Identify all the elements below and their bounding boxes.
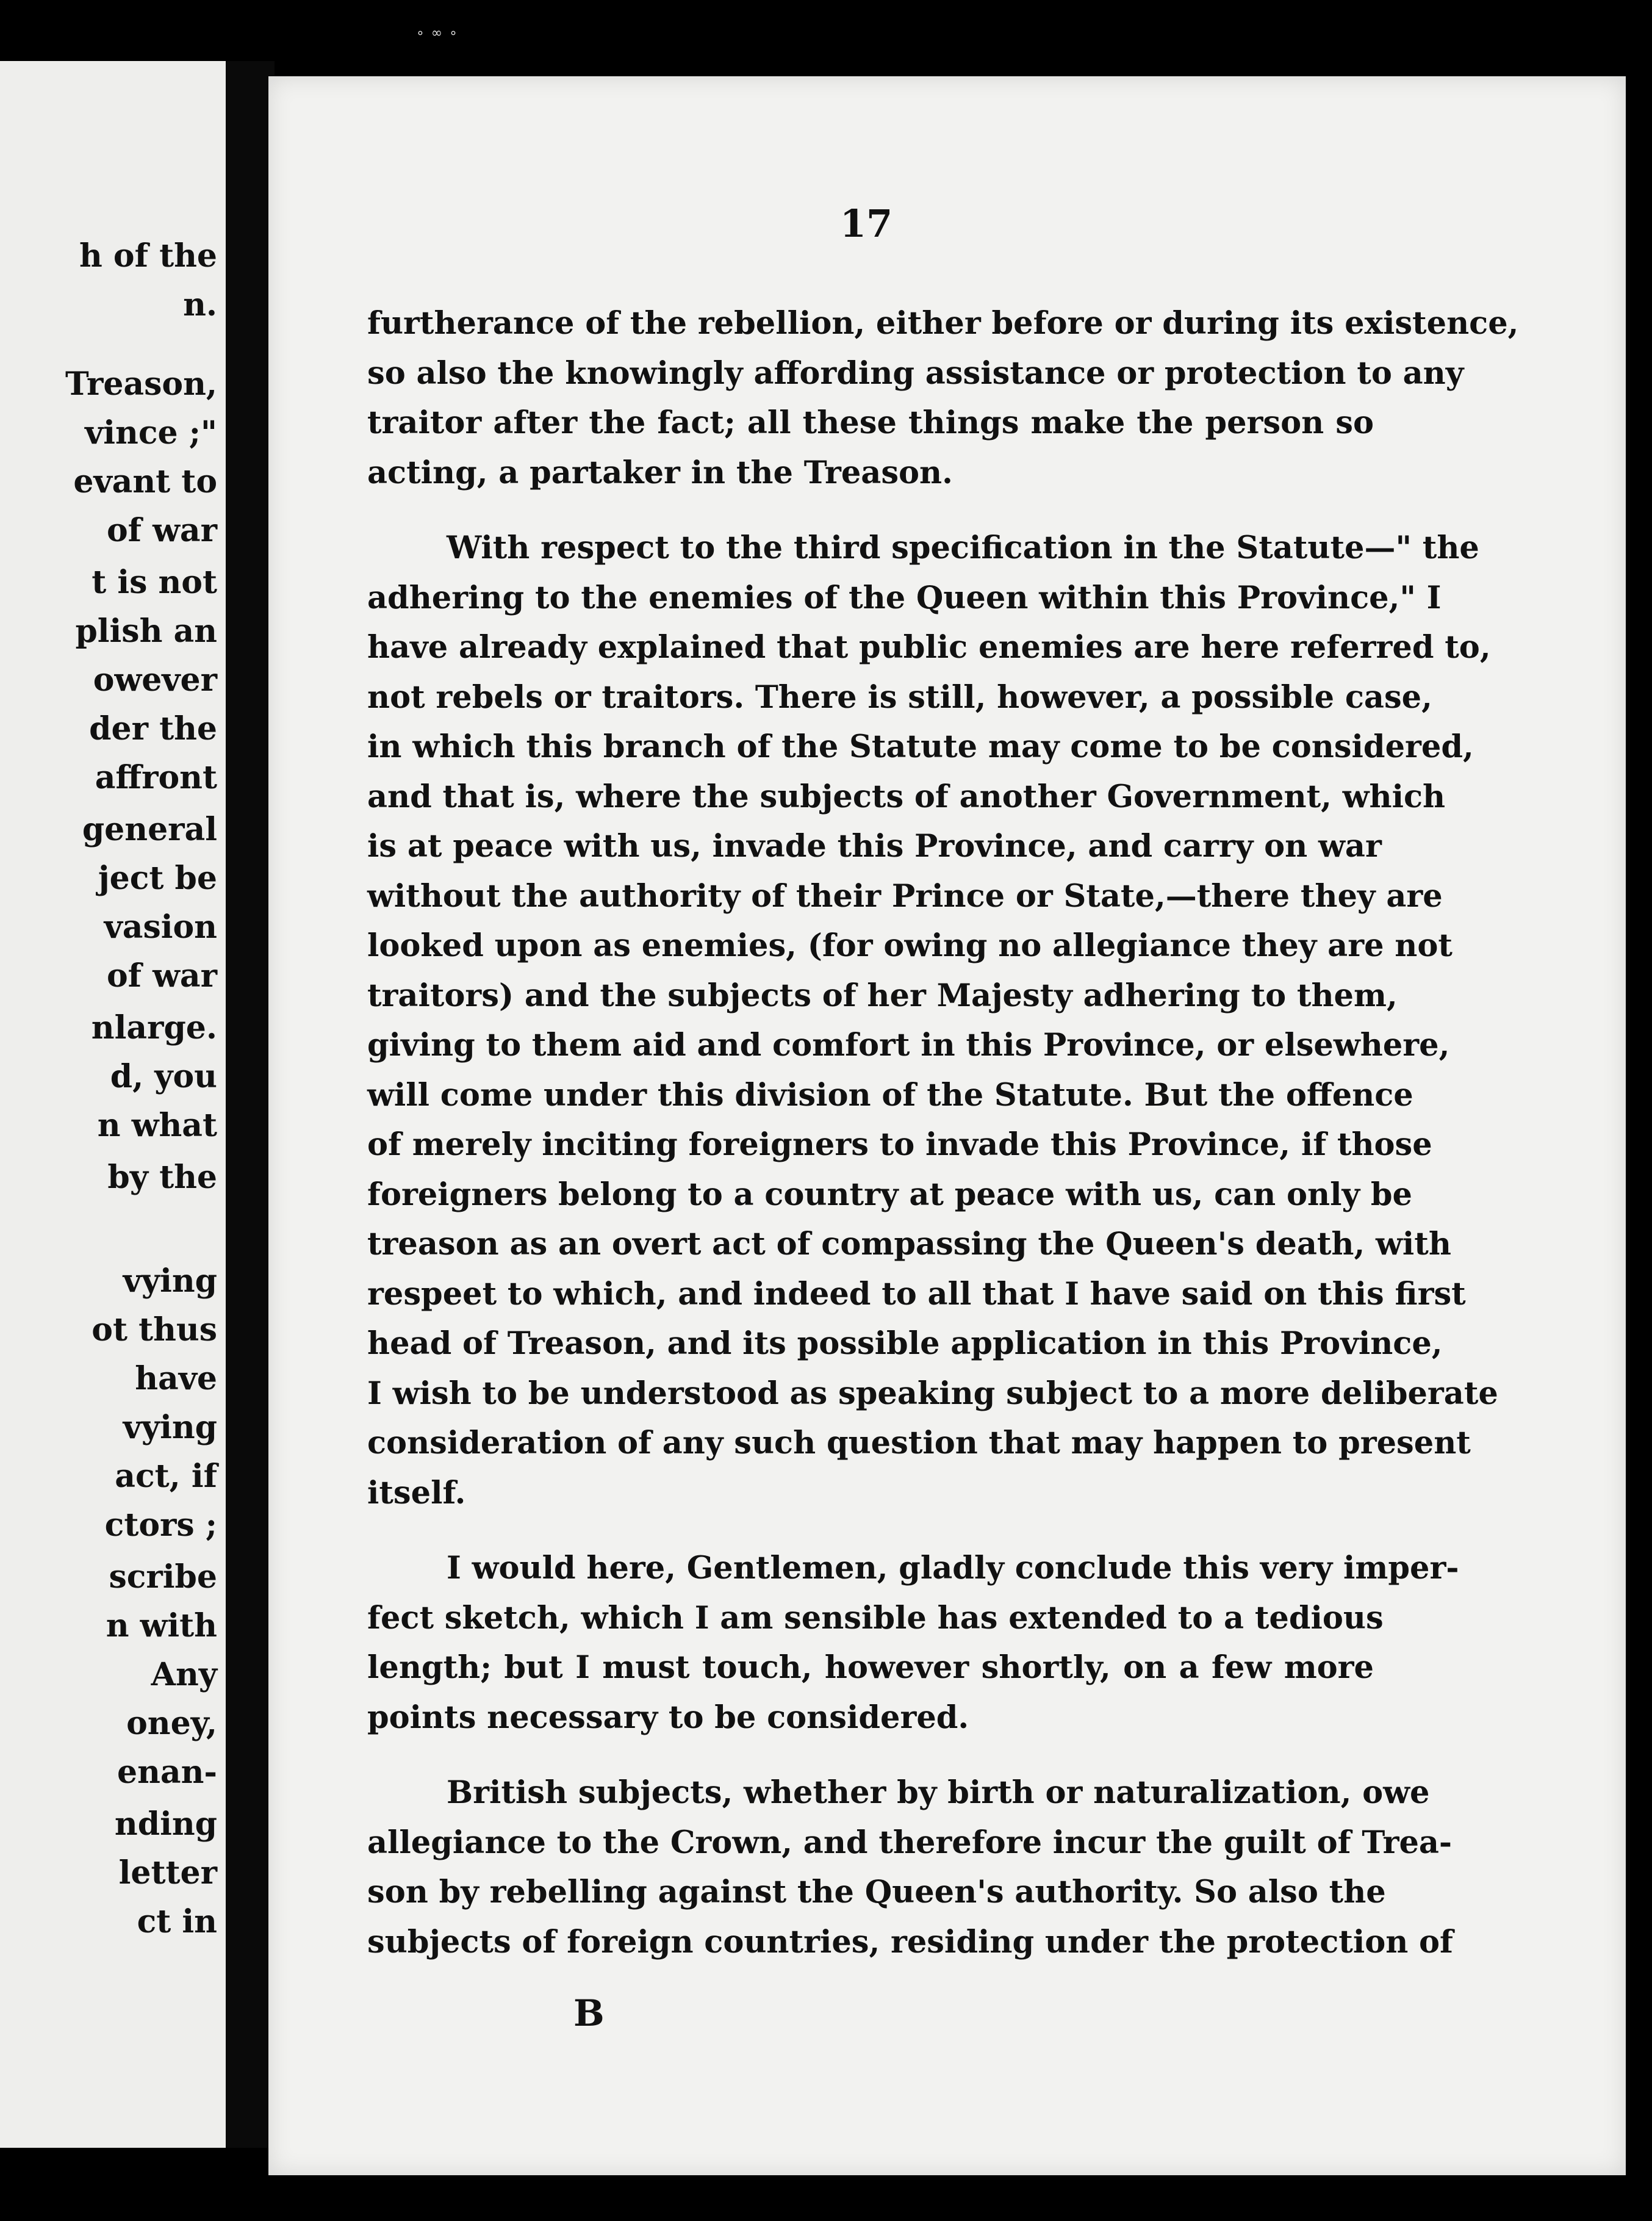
left-page-fragment: affront xyxy=(95,759,217,796)
paragraph xyxy=(367,1544,1459,1743)
text-line: looked upon as enemies, (for owing no allegiance they are not xyxy=(367,927,1453,964)
text-line: foreigners belong to a country at peace with us, can only be xyxy=(367,1176,1412,1213)
left-page-fragment: n what xyxy=(97,1107,217,1144)
left-page-fragment: ot thus xyxy=(92,1311,217,1348)
text-line: acting, a partaker in the Treason. xyxy=(367,454,953,491)
left-page-fragment: of war xyxy=(106,957,217,995)
left-page-fragment: scribe xyxy=(109,1558,217,1596)
text-line: length; but I must touch, however shortly, on a few more xyxy=(367,1649,1374,1686)
text-line: not rebels or traitors. There is still, however, a possible case, xyxy=(367,679,1432,716)
left-page-fragment: d, you xyxy=(110,1058,217,1095)
text-line: respeet to which, and indeed to all that I have said on this first xyxy=(367,1275,1466,1312)
text-line: traitors) and the subjects of her Majesty adhering to them, xyxy=(367,977,1398,1014)
left-page-fragment: vying xyxy=(123,1409,217,1446)
text-line: adhering to the enemies of the Queen within this Province," I xyxy=(367,579,1442,616)
left-page-fragment: n. xyxy=(183,286,217,323)
left-page-fragment: Treason, xyxy=(65,365,217,403)
left-page-fragment: letter xyxy=(118,1854,217,1892)
text-line: I wish to be understood as speaking subject to a more deliberate xyxy=(367,1375,1498,1412)
left-page-fragment: by the xyxy=(107,1159,217,1196)
text-line: have already explained that public enemies are here referred to, xyxy=(367,629,1491,666)
paragraph xyxy=(367,299,1519,498)
body-text xyxy=(367,299,1519,1967)
text-line: With respect to the third specification in the Statute—" the xyxy=(447,530,1479,566)
left-page-fragment: act, if xyxy=(115,1458,217,1495)
left-page-fragment: evant to xyxy=(73,463,217,500)
text-line: giving to them aid and comfort in this Province, or elsewhere, xyxy=(367,1027,1450,1064)
left-page-fragment: t is not xyxy=(92,564,217,601)
left-page-fragment: of war xyxy=(106,512,217,549)
text-line: and that is, where the subjects of another Government, which xyxy=(367,778,1446,815)
paragraph xyxy=(367,524,1498,1518)
text-line: allegiance to the Crown, and therefore incur the guilt of Trea- xyxy=(367,1824,1453,1861)
left-facing-page xyxy=(0,61,226,2148)
text-line: treason as an overt act of compassing the Queen's death, with xyxy=(367,1226,1451,1262)
left-page-fragment: h of the xyxy=(79,237,217,275)
text-line: traitor after the fact; all these things make the person so xyxy=(367,405,1374,441)
text-line: will come under this division of the Statute. But the offence xyxy=(367,1076,1413,1114)
left-page-fragment: n with xyxy=(106,1607,217,1644)
signature-mark: B xyxy=(573,1992,605,2035)
text-line: points necessary to be considered. xyxy=(367,1699,969,1736)
left-page-fragment: ctors ; xyxy=(104,1506,217,1544)
left-page-fragment: general xyxy=(82,811,217,848)
book-gutter xyxy=(226,61,275,2148)
left-page-fragment: nding xyxy=(114,1805,217,1843)
text-line: fect sketch, which I am sensible has extended to a tedious xyxy=(367,1599,1384,1636)
text-line: so also the knowingly affording assistance or protection to any xyxy=(367,355,1464,392)
text-line: furtherance of the rebellion, either before or during its existence, xyxy=(367,305,1519,342)
text-line: consideration of any such question that may happen to present xyxy=(367,1425,1471,1461)
left-page-fragment: have xyxy=(135,1360,217,1397)
left-page-fragment: enan- xyxy=(117,1754,217,1791)
left-page-fragment: oney, xyxy=(126,1705,217,1742)
text-line: is at peace with us, invade this Province, and carry on war xyxy=(367,828,1382,865)
left-page-fragment: ject be xyxy=(98,860,217,897)
library-stamp: ∘ ∞ ∘ xyxy=(416,26,459,41)
left-page-fragment: owever xyxy=(93,661,217,699)
text-line: of merely inciting foreigners to invade this Province, if those xyxy=(367,1126,1432,1163)
page-number: 17 xyxy=(839,201,893,246)
left-page-fragment: nlarge. xyxy=(91,1009,217,1046)
paragraph xyxy=(367,1768,1453,1967)
text-line: head of Treason, and its possible application in this Province, xyxy=(367,1325,1443,1362)
text-line: British subjects, whether by birth or naturalization, owe xyxy=(447,1774,1430,1811)
left-page-fragment: ct in xyxy=(137,1903,217,1940)
text-line: son by rebelling against the Queen's authority. So also the xyxy=(367,1874,1386,1910)
text-line: without the authority of their Prince or State,—there they are xyxy=(367,877,1443,915)
left-page-fragment: vasion xyxy=(104,909,217,946)
text-line: in which this branch of the Statute may come to be considered, xyxy=(367,729,1474,765)
text-line: I would here, Gentlemen, gladly conclude this very imper- xyxy=(447,1550,1459,1586)
text-line: itself. xyxy=(367,1474,466,1511)
left-page-fragment: vying xyxy=(123,1262,217,1300)
text-line: subjects of foreign countries, residing under the protection of xyxy=(367,1923,1453,1960)
left-page-fragment: der the xyxy=(89,710,217,747)
left-page-fragment: plish an xyxy=(75,613,217,650)
left-page-fragment: vince ;" xyxy=(85,414,217,452)
left-page-fragment: Any xyxy=(151,1656,217,1693)
